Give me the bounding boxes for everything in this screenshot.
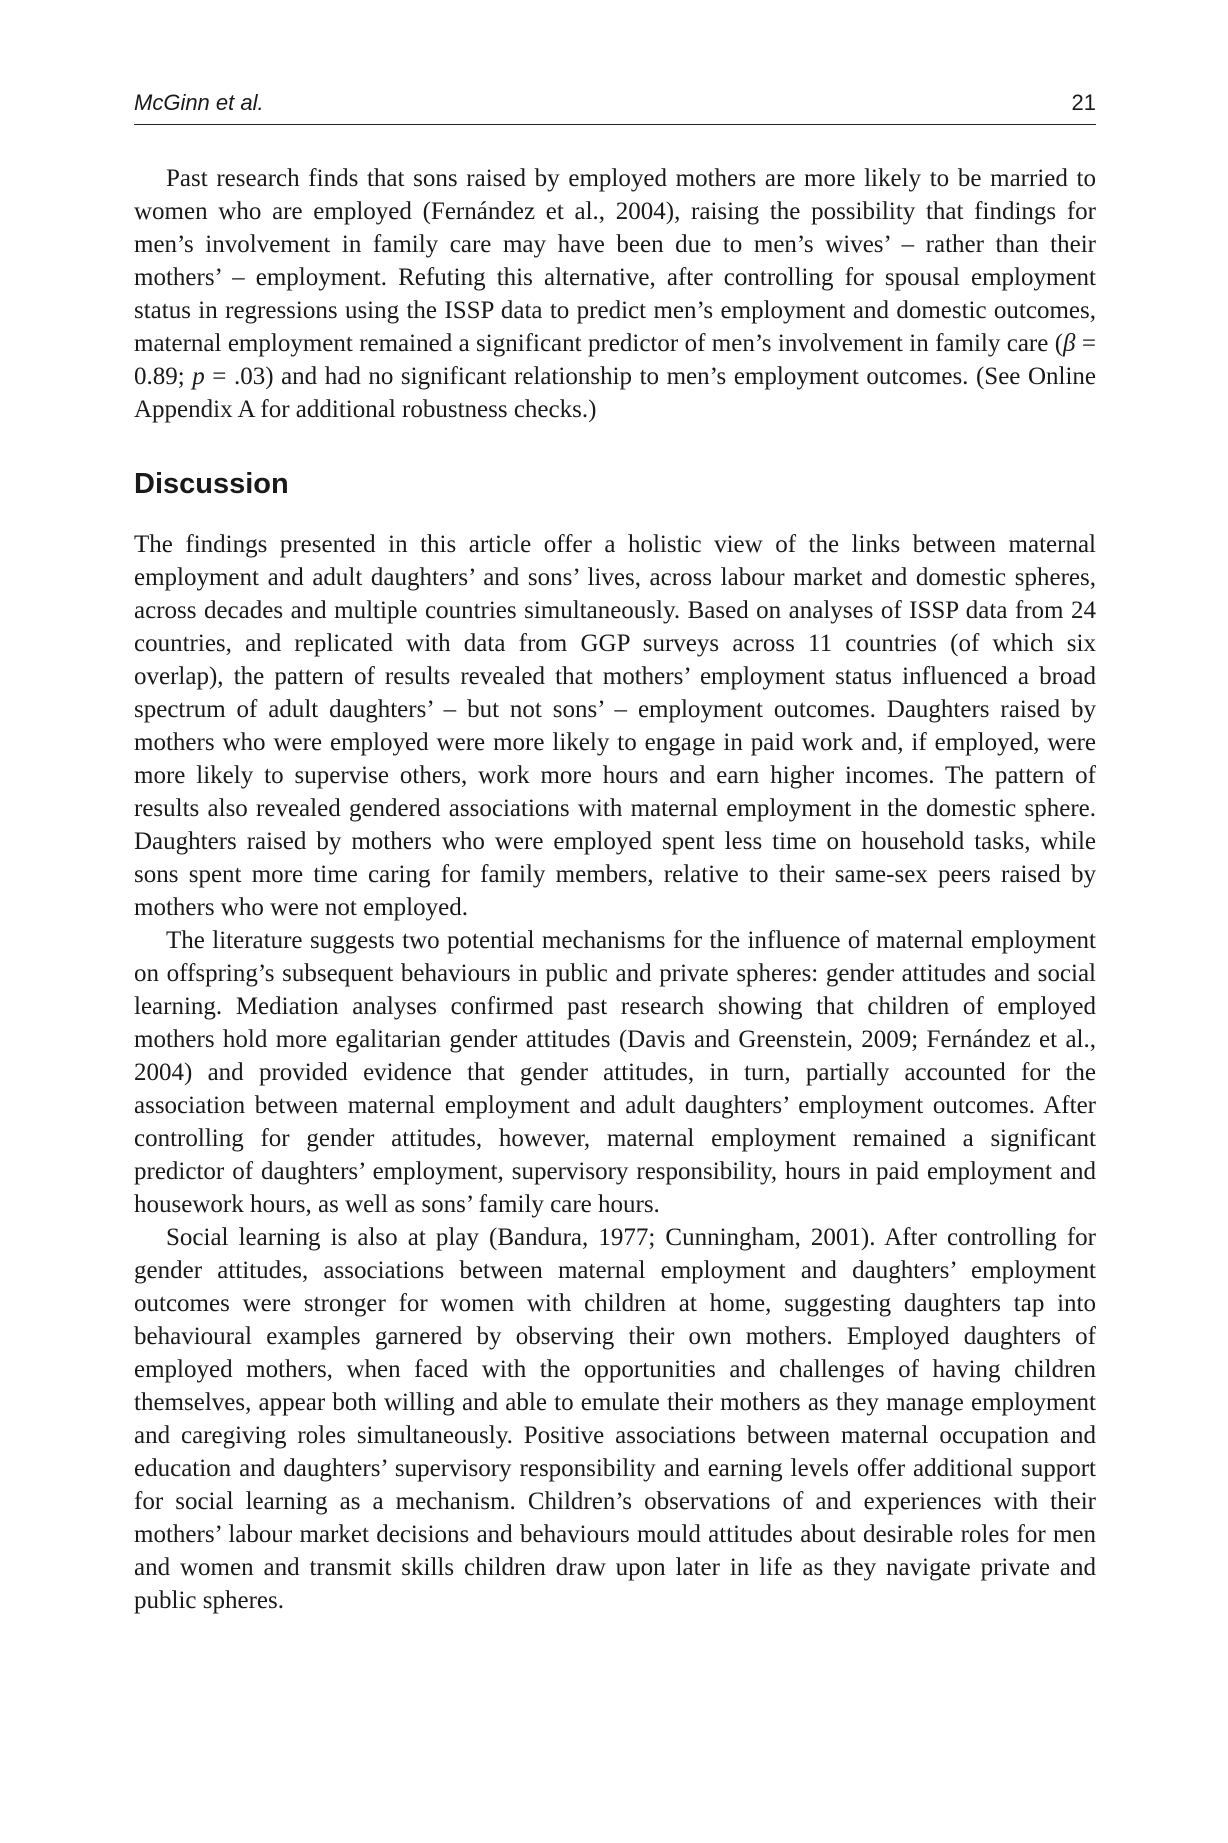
intro-section [134,162,1096,426]
running-head-author: McGinn et al. [134,90,264,115]
section-heading-discussion: Discussion [134,468,289,500]
beta-value: = 0.89; [134,330,1096,390]
discussion-paragraph: The literature suggests two potential mechanisms for the influence of maternal employment on offspring’s subsequent behaviours in public and private spheres: gender attitudes and social learning. Mediation analyses confirmed past research showing that children of employed mothers hold more egalitarian gender attitudes (Davis and Greenstein, 2009; Fernández et al., 2004) and provided evidence that gender attitudes, in turn, partially accounted for the association between maternal employment and adult daughters’ employment outcomes. After controlling for gender attitudes, however, maternal employment remained a significant predictor of daughters’ employment, supervisory responsibility, hours in paid employment and housework hours, as well as sons’ family care hours. [134,927,1096,1218]
p-symbol: p [192,363,205,390]
beta-symbol: β [1063,330,1076,357]
page-number: 21 [1071,90,1096,115]
running-head [134,88,1096,125]
p-value: = .03 [204,363,266,390]
intro-text-part-2: ) and had no significant relationship to men’s employment outcomes. (See Online Appendix A for additional robustness checks.) [134,363,1096,423]
intro-text-part-1: Past research finds that sons raised by employed mothers are more likely to be married to women who are employed (Fernández et al., 2004), raising the possibility that findings for men’s involvement in family care may have been due to men’s wives’ – rather than their mothers’ – employment. Refuting this alternative, after controlling for spousal employment status in regressions using the ISSP data to predict men’s employment and domestic outcomes, maternal employment remained a significant predictor of men’s involvement in family care ( [134,165,1096,357]
discussion-paragraph: The findings presented in this article offer a holistic view of the links between maternal employment and adult daughters’ and sons’ lives, across labour market and domestic spheres, across decades and multiple countries simultaneously. Based on analyses of ISSP data from 24 countries, and replicated with data from GGP surveys across 11 countries (of which six overlap), the pattern of results revealed that mothers’ employment status influenced a broad spectrum of adult daughters’ – but not sons’ – employment outcomes. Daughters raised by mothers who were employed were more likely to engage in paid work and, if employed, were more likely to supervise others, work more hours and earn higher incomes. The pattern of results also revealed gendered associations with maternal employment in the domestic sphere. Daughters raised by mothers who were employed spent less time on household tasks, while sons spent more time caring for family members, relative to their same-sex peers raised by mothers who were not employed. [134,531,1096,921]
discussion-section [134,528,1096,1617]
discussion-paragraph: Social learning is also at play (Bandura, 1977; Cunningham, 2001). After controlling for gender attitudes, associations between maternal employment and daughters’ employment outcomes were stronger for women with children at home, suggesting daughters tap into behavioural examples garnered by observing their own mothers. Employed daughters of employed mothers, when faced with the opportunities and challenges of having children themselves, appear both willing and able to emulate their mothers as they manage employment and caregiving roles simultaneously. Positive associations between maternal occupation and education and daughters’ supervisory responsibility and earning levels offer additional support for social learning as a mechanism. Children’s observations of and experiences with their mothers’ labour market decisions and behaviours mould attitudes about desirable roles for men and women and transmit skills children draw upon later in life as they navigate private and public spheres. [134,1224,1096,1614]
intro-paragraph [134,162,1096,426]
